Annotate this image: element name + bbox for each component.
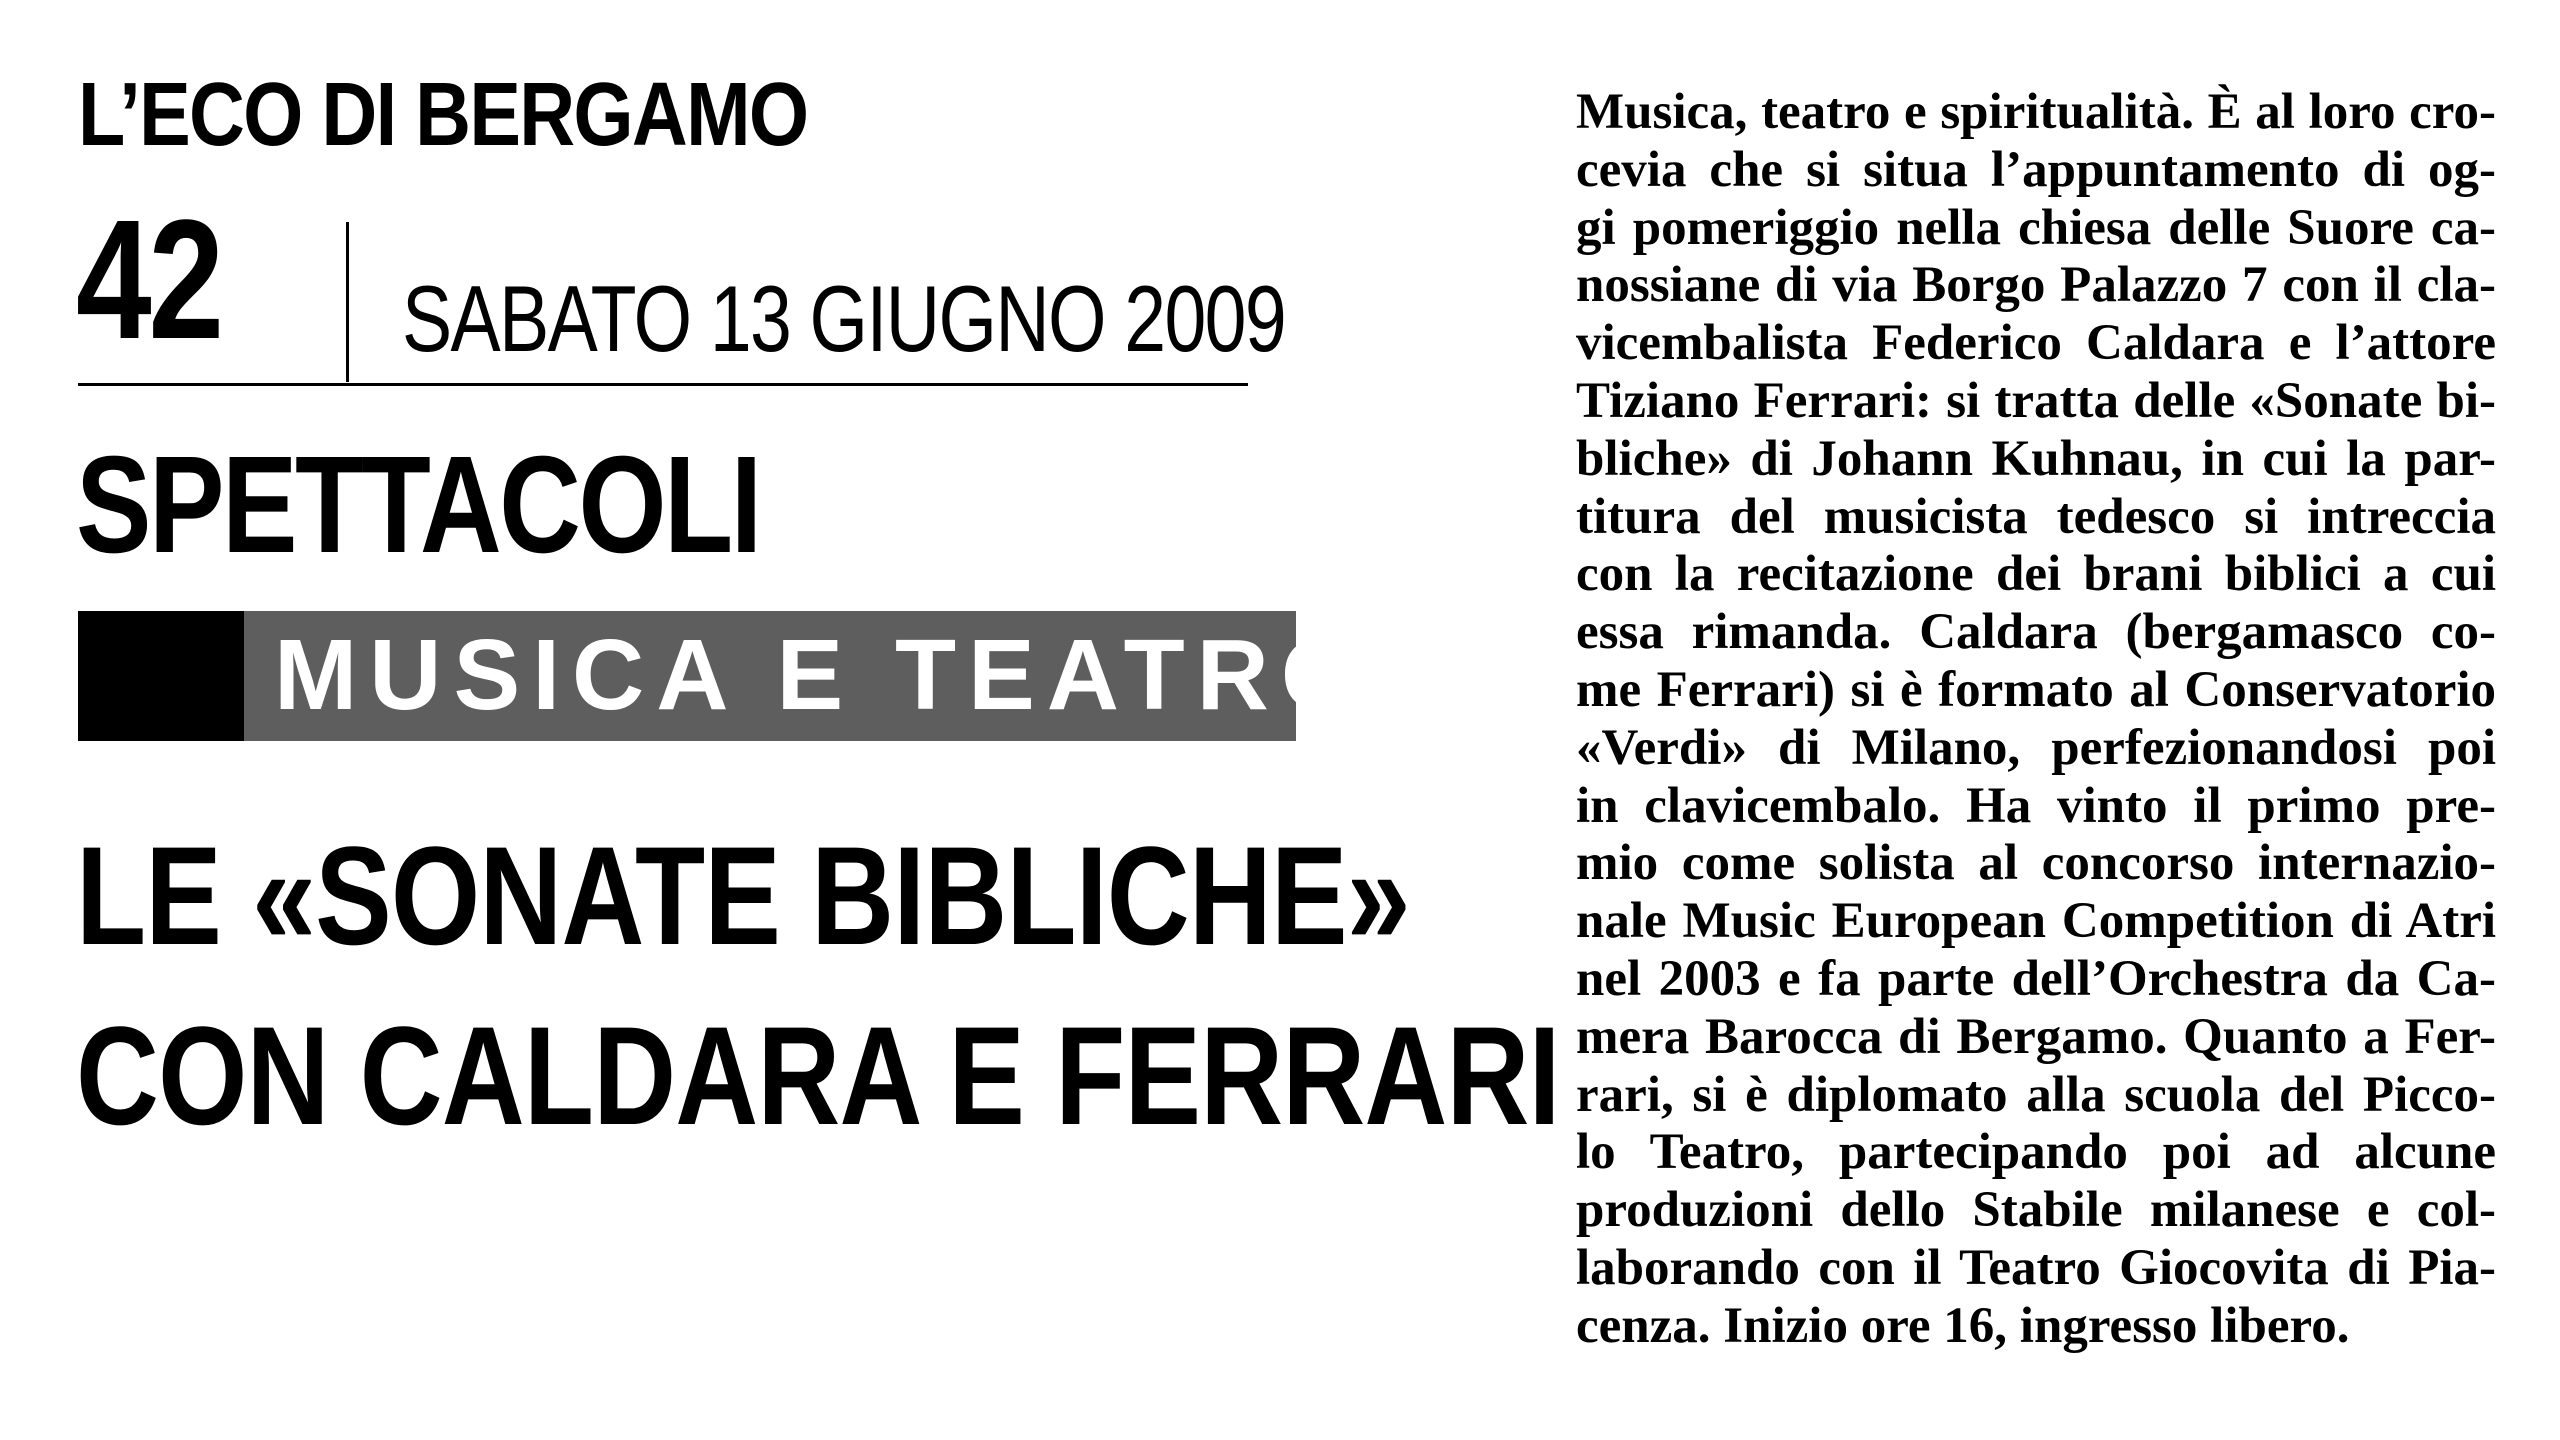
headline-line: LE «SONATE BIBLICHE» — [76, 817, 1410, 974]
kicker-text: MUSICA E TEATRO — [274, 619, 1371, 731]
article-line: con la recitazione dei brani biblici a cui — [1576, 546, 2496, 603]
article-line: produzioni dello Stabile milanese e col- — [1576, 1182, 2496, 1239]
article-line: bliche» di Johann Kuhnau, in cui la par- — [1576, 430, 2496, 487]
article-line: vicembalista Federico Caldara e l’attore — [1576, 315, 2496, 372]
article-line: titura del musicista tedesco si intreccia — [1576, 488, 2496, 545]
kicker-bar — [78, 611, 1371, 741]
kicker-block — [78, 611, 244, 741]
masthead: L’ECO DI BERGAMO — [78, 65, 808, 165]
section-title: SPETTACOLI — [76, 428, 760, 582]
article-line: Musica, teatro e spiritualità. È al loro cro- — [1576, 84, 2496, 140]
article-line: «Verdi» di Milano, perfezionandosi poi — [1576, 719, 2496, 776]
article-line: cenza. Inizio ore 16, ingresso libero. — [1576, 1297, 2350, 1354]
page-number: 42 — [76, 185, 221, 375]
article-line: lo Teatro, partecipando poi ad alcune — [1576, 1124, 2496, 1181]
article-line: gi pomeriggio nella chiesa delle Suore ca- — [1576, 199, 2496, 256]
article-line: mera Barocca di Bergamo. Quanto a Fer- — [1576, 1008, 2496, 1065]
article-line: mio come solista al concorso internazio- — [1576, 835, 2496, 892]
headline-line: CON CALDARA E FERRARI — [76, 997, 1560, 1154]
article-line: in clavicembalo. Ha vinto il primo pre- — [1576, 777, 2496, 834]
article-line: cevia che si situa l’appuntamento di og- — [1576, 141, 2496, 198]
vertical-divider — [346, 222, 349, 382]
article-line: nel 2003 e fa parte dell’Orchestra da Ca- — [1576, 950, 2496, 1007]
header-rule — [78, 383, 1248, 386]
headline — [76, 817, 1560, 1186]
article-line: rari, si è diplomato alla scuola del Picco- — [1576, 1066, 2496, 1123]
article-line: Tiziano Ferrari: si tratta delle «Sonate bi- — [1576, 372, 2496, 429]
article-line: laborando con il Teatro Giocovita di Pia- — [1576, 1239, 2496, 1296]
article-body — [1576, 84, 2496, 1356]
article-line: me Ferrari) si è formato al Conservatorio — [1576, 661, 2496, 718]
issue-date: SABATO 13 GIUGNO 2009 — [402, 266, 1286, 371]
article-line: nale Music European Competition di Atri — [1576, 893, 2496, 950]
article-line: nossiane di via Borgo Palazzo 7 con il cla- — [1576, 257, 2496, 314]
article-line: essa rimanda. Caldara (bergamasco co- — [1576, 604, 2496, 661]
